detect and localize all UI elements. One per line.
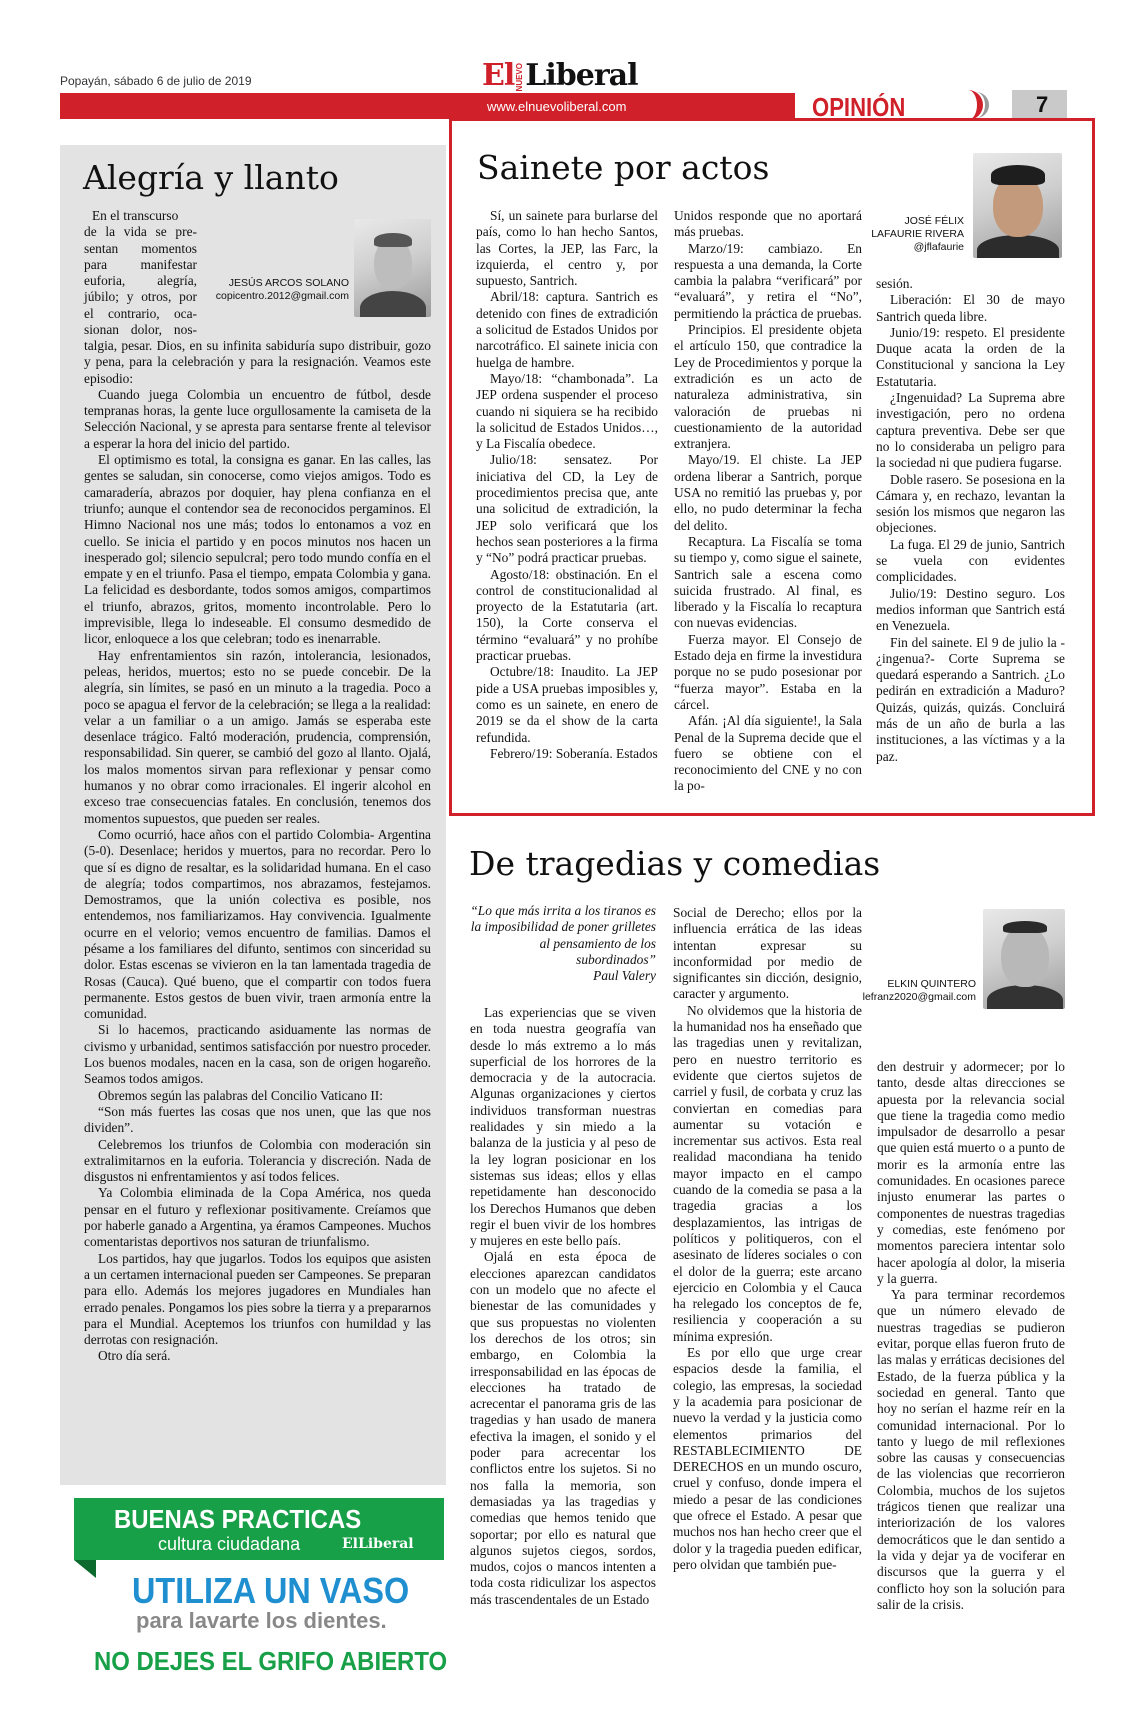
paragraph: Liberación: El 30 de mayo Santrich queda libre. xyxy=(876,292,1065,324)
ad-headline: BUENAS PRACTICAS xyxy=(114,1504,362,1534)
header-red-bar xyxy=(60,93,795,119)
article-column-3 xyxy=(877,1059,1065,1613)
paragraph: Principios. El presidente objeta el artículo 150, que contradice la Ley de Procedimientos y porque la extradición es un acto de naturaleza administrativa, sin valoración de pruebas ni cuestionamiento de la autoridad extranjera. xyxy=(674,322,862,452)
paragraph: Afán. ¡Al día siguiente!, la Sala Penal de la Suprema decide que el fuero se obtiene con el reconocimiento del CNE y no con la po- xyxy=(674,713,862,794)
logo-el: El xyxy=(482,58,515,93)
paragraph: Febrero/19: Soberanía. Estados xyxy=(490,745,658,761)
paragraph: Marzo/19: cambiazo. En respuesta a una demanda, la Corte cambia la palabra “verificará” por “evaluará”, y retira el “No”, permitiendo la práctica de pruebas. xyxy=(674,240,862,321)
page-number-box xyxy=(1012,90,1067,120)
article-column-2 xyxy=(674,208,862,795)
logo-liberal: Liberal xyxy=(525,58,638,93)
header-curve-gray xyxy=(967,92,989,118)
paragraph: Como ocurrió, hace años con el partido Colombia- Argentina (5-0). Desenlace; heridos y muertos, para no recordar. Pero lo que sí es digno de resaltar, es la solidaridad humana. En el caso de alegría; todos compartimos, nos abrazamos, festejamos. Demostramos, que la unión colectiva es posible, nos entendemos, nos familiarizamos. Hay convivencia. Igualmente ocurre en el velorio; vemos encuentro de familias. Damos el pésame a los familiares del difunto, sentimos con sinceridad su dolor. Estas escenas se vivieron en la tan lamentada tragedia de Rosas (Cauca). Qué bueno, que el compartir con todos fuera permanente. Estos gestos de buen vivir, traen armonía entre la comunidad. xyxy=(84,826,431,1022)
paragraph: talgia, pesar. Dios, en su infinita sabiduría supo distribuir, gozo y pena, para la celebración y para la resignación. Veamos este episodio: xyxy=(84,338,431,386)
paragraph: Recaptura. La Fiscalía se toma su tiempo y, como sigue el sainete, Santrich sale a escena como suicida frustrado. Al final, es liberado y la Fiscalía lo recaptura con nuevas evidencias. xyxy=(674,533,862,631)
author-email[interactable]: lefranz2020@gmail.com xyxy=(862,991,976,1003)
page-date: Popayán, sábado 6 de julio de 2019 xyxy=(60,74,252,88)
section-name: OPINIÓN xyxy=(812,92,906,122)
paragraph: Social de Derecho; ellos por la influencia errática de las ideas intentan expresar su inconformidad por medio de significantes sin dicción, designio, caracter y argumento. xyxy=(673,905,862,1002)
intro-line: el contrario, oca- xyxy=(84,305,197,321)
article-title: Alegría y llanto xyxy=(83,158,339,197)
paragraph: Cuando juega Colombia un encuentro de fútbol, desde tempranas horas, la gente luce orgullosamente la camiseta de la Selección Nacional, y se apresta para sentarse frente al televisor a esperar la hora del inicio del partido. xyxy=(84,386,431,451)
paragraph: Fuerza mayor. El Consejo de Estado deja en firme la investidura porque no se pudo posesionar por “fuerza mayor”. Estaba en la cárcel. xyxy=(674,631,862,712)
epigraph-author: Paul Valery xyxy=(593,968,656,984)
author-photo xyxy=(973,153,1062,258)
paragraph: ¿Ingenuidad? La Suprema abre investigación, pero no ordena captura preventiva. Debe ser que no lo consideraba un peligro para la sociedad ni que pudiera fugarse. xyxy=(876,390,1065,471)
article-title: Sainete por actos xyxy=(477,148,770,187)
intro-line: En el transcurso xyxy=(92,208,179,223)
author-handle[interactable]: @jflafaurie xyxy=(913,241,964,253)
article-epigraph xyxy=(470,903,656,984)
paragraph: Obremos según las palabras del Concilio Vaticano II: xyxy=(98,1087,383,1103)
paragraph: Ya Colombia eliminada de la Copa América, nos queda pensar en el futuro y reflexionar positivamente. Creíamos que por haberle ganado a Argentina, ya éramos Campeones. Muchos comentaristas deportivos nos saturan de triunfalismo. xyxy=(84,1185,431,1250)
section-label xyxy=(800,88,970,122)
article-column-2 xyxy=(673,905,862,1573)
newspaper-logo[interactable] xyxy=(482,58,637,93)
ad-message: UTILIZA UN VASO xyxy=(132,1570,410,1611)
ad-call-to-action: NO DEJES EL GRIFO ABIERTO xyxy=(94,1646,448,1676)
public-service-ad xyxy=(74,1498,448,1708)
epigraph-text: “Lo que más irrita a los tiranos es la imposibilidad de poner grilletes al pensamiento de los subordinados” xyxy=(470,903,656,967)
paragraph: Agosto/18: obstinación. En el control de constitucionalidad al proyecto de la Estatutaria (art. 150), la Corte conserva el término “evaluará” y no prohíbe practicar pruebas. xyxy=(476,566,658,664)
paragraph: sesión. xyxy=(876,276,913,291)
paragraph: Julio/18: sensatez. Por iniciativa del CD, la Ley de procedimientos precisa que, ante una solicitud de extradición, la JEP solo verificará que los hechos sean posteriores a la firma y “No” podrá practicar pruebas. xyxy=(476,452,658,566)
paragraph: den destruir y adormecer; por lo tanto, desde altas direcciones se apuesta por la relevancia social que tiene la tragedia como medio impulsador de desarrollo a pesar que quien está muerto o a punto de morir es la armonía entre las comunidades. En ocasiones parece injusto enumerar las partes o componentes de nuestras tragedias y comedias, este fenómeno por momentos pareciera intentar solo hacer apología al dolor, la miseria y la guerra. xyxy=(877,1059,1065,1286)
paragraph: Las experiencias que se viven en toda nuestra geografía van desde lo más extremo a lo más superficial de los horrores de la democracia y de la autocracia. Algunas organizaciones y ciertos individuos transforman nuestras realidades y sin miedo a la balanza de la justicia y al peso de la ley logran posicionar en los sistemas sus ideas; ellos y ellas repetidamente han desconocido los Derechos Humanos que deben regir el buen vivir de los hombres y mujeres en este bello país. xyxy=(470,1005,656,1249)
paragraph: Ya para terminar recordemos que un número elevado de nuestras tragedias se pudieron evitar, porque ellas fueron fruto de las malas y erráticas decisiones del Estado, de la fuerza pública y la sociedad en general. Tanto que hoy no serían el hazme reír en la comunidad internacional. Por lo tanto y luego de mil reflexiones sobre las causas y consecuencias de las violencias que recorrieron Colombia, muchos de los sujetos trágicos tienen que realizar una interiorización de los valores democráticos que le dan sentido a la vida y dejar ya de vociferar en discursos que la guerra y el conflicto hoy son la solución para salir de la crisis. xyxy=(877,1287,1065,1612)
ad-message-sub: para lavarte los dientes. xyxy=(136,1608,387,1633)
paragraph: Octubre/18: Inaudito. La JEP pide a USA pruebas imposibles y, como es un sainete, en enero de 2019 se da el show de la carta refundida. xyxy=(476,664,658,745)
intro-line: de la vida se pre- xyxy=(84,224,197,240)
ad-subheadline: cultura ciudadana xyxy=(158,1534,301,1554)
article-intro xyxy=(84,208,197,338)
page-number: 7 xyxy=(1036,92,1049,117)
paragraph: Si lo hacemos, practicando asiduamente las normas de civismo y urbanidad, sentimos satisfacción por nuestro proceder. Los buenos modales, nacen en la casa, son de origen hogareño. Seamos todos amigos. xyxy=(84,1022,431,1087)
paragraph: Fin del sainete. El 9 de julio la -¿ingenua?- Corte Suprema se quedará esperando a Santrich. ¿Lo pedirán en extradición a Maduro? Quizás, quizás, quizás. Concluirá más de un año de burla a las instituciones, a las víctimas y a la paz. xyxy=(876,634,1065,764)
paragraph: Abril/18: captura. Santrich es detenido con fines de extradición a solicitud de Estados Unidos por narcotráfico. El sainete inicia con huelga de hambre. xyxy=(476,289,658,370)
author-email[interactable]: copicentro.2012@gmail.com xyxy=(215,290,349,302)
intro-line: para manifestar xyxy=(84,256,197,272)
paragraph: “Son más fuertes las cosas que nos unen, que las que nos dividen”. xyxy=(84,1103,431,1136)
author-byline xyxy=(204,277,349,303)
paragraph: Julio/19: Destino seguro. Los medios informan que Santrich está en Venezuela. xyxy=(876,585,1065,634)
paragraph: Otro día será. xyxy=(98,1348,171,1364)
paragraph: No olvidemos que la historia de la humanidad nos ha enseñado que las tragedias unen y revitalizan, pero en nuestro territorio es evidente que ciertos sujetos de carriel y fusil, de corbata y cruz las conviertan en comedias para aumentar su votación e incrementar sus activos. Esta real realidad macondiana ha tenido mayor impacto en el campo cuando de la comedia se pasa a la tragedia gracias a los desplazamientos, las intrigas de políticos y politiqueros, con el asesinato de líderes sociales o con el dolor de la guerra; este arcano ejercicio en Colombia y el Cauca ha relegado los conceptos de fe, resiliencia y cooperación a su mínima expresión. xyxy=(673,1002,862,1344)
intro-line: euforia, alegría, xyxy=(84,273,197,289)
paragraph: Junio/19: respeto. El presidente Duque acata la orden de la Constitucional y sanciona la Ley Estatutaria. xyxy=(876,324,1065,389)
ad-fold xyxy=(74,1560,96,1578)
paragraph: Unidos responde que no aportará más pruebas. xyxy=(674,208,862,240)
site-url[interactable]: www.elnuevoliberal.com xyxy=(487,99,627,114)
paragraph: Es por ello que urge crear espacios desde la familia, el colegio, las empresas, la sociedad y la academia para posicionar de nuevo la verdad y la justicia como elementos primarios del RESTABLECIMIENTO DE DERECHOS en un mundo oscuro, cruel y confuso, donde impera el miedo a pesar de las condiciones que ofrece el Estado. A pesar que muchos nos han hecho creer que el dolor y la tragedia pueden edificar, pero olvidan que también pue- xyxy=(673,1345,862,1572)
logo-nuevo: NUEVO xyxy=(515,62,525,92)
intro-line: júbilo; y otros, por xyxy=(84,289,197,305)
author-photo xyxy=(354,219,431,317)
paragraph: Celebremos los triunfos de Colombia con moderación sin extralimitarnos en la euforia. Tolerancia y discreción. Nada de disgustos ni enfrentamientos y así todos felices. xyxy=(84,1136,431,1185)
intro-line: sionan dolor, nos- xyxy=(84,322,197,338)
paragraph: Ojalá en esta época de elecciones aparezcan candidatos con un modelo que no afecte el bienestar de las comunidades y que sus propuestas no violenten los derechos de los otros; sin embargo, en Colombia la irresponsabilidad en las épocas de elecciones ha tratado de acrecentar el panorama gris de las tragedias y han usado de manera efectiva la imagen, el sonido y el poder para acrecentar los conflictos entre los sujetos. Si no nos falla la memoria, son demasiadas ya las tragedias y comedias que hemos tenido que soportar; por ello es natural que algunos sujetos ciegos, sordos, mudos, cojos o mancos intenten a toda costa ridiculizar los aspectos más trascendentales de un Estado xyxy=(470,1249,656,1607)
paragraph: El optimismo es total, la consigna es ganar. En las calles, las gentes se saludan, sin conocerse, como viejos amigos. Todo es camaradería, abrazos por doquier, hay plena confianza en el triunfo; aunque el contendor sea de reconocidos pergaminos. El Himno Nacional nos une más; todos lo entonamos a voz en cuello. Se inicia el partido y en pocos minutos nos hacen un inesperado gol; silencio sepulcral; pero todo mundo confía en el empate y en el triunfo. Pasa el tiempo, empata Colombia y gana. La felicidad es desbordante, todos somos amigos, compartimos el triunfo, abrazos, gritos, momento incontrolable. Pero lo imprevisible, llega lo indeseable. El consumo desmedido de licor, enloquece a los que celebran; todo es inenarrable. xyxy=(84,452,431,647)
paragraph: Mayo/19. El chiste. La JEP ordena liberar a Santrich, porque USA no remitió las pruebas y, por ello, no pudo determinar la fecha del delito. xyxy=(674,452,862,533)
author-name-1: JOSÉ FÉLIX xyxy=(904,215,964,227)
author-name-2: LAFAURIE RIVERA xyxy=(871,228,964,240)
author-name: JESÚS ARCOS SOLANO xyxy=(228,277,349,289)
paragraph: Los partidos, hay que jugarlos. Todos los equipos que asisten a un certamen internacional pueden ser Campeones. Se preparan para ello. Además los mejores jugadores en Mundiales han errado penales. Pongamos los pies sobre la tierra y a prepararnos para el Mundial. Aceptemos los triunfos con humildad y las derrotas con resignación. xyxy=(84,1250,431,1348)
author-photo xyxy=(983,909,1065,1009)
paragraph: Hay enfrentamientos sin razón, intolerancia, lesionados, peleas, heridos, muertos; esto no se puede concebir. De la alegría, sin límites, se pasó en un minuto a la tragedia. Poco a poco se apagua el fervor de la celebración; se llega a la realidad: velar a un familiar o a un amigo. Jamás se esperaba este desenlace trágico. Faltó moderación, prudencia, comprensión, responsabilidad. Sin querer, se cambió del gozo al llanto. Ojalá, los malos momentos sirvan para reflexionar y pensar como humanos y no obrar como irracionales. El ingerir alcohol en exceso trae consecuencias fatales. En conclusión, tenemos dos momentos supuestos, que pueden ser reales. xyxy=(84,647,431,826)
paragraph: La fuga. El 29 de junio, Santrich se vuela con evidentes complicidades. xyxy=(876,536,1065,585)
paragraph: Doble rasero. Se posesiona en la Cámara y, en rechazo, levantan la sesión los mismos que negaron las objeciones. xyxy=(876,471,1065,536)
article-title: De tragedias y comedias xyxy=(469,844,881,883)
paragraph: Sí, un sainete para burlarse del país, como lo han hecho Santos, las Cortes, la JEP, las Farc, la izquierda, el centro y, por supuesto, Santrich. xyxy=(476,208,658,289)
article-column-1 xyxy=(470,1005,656,1608)
author-name: ELKIN QUINTERO xyxy=(887,978,976,990)
article-column-1 xyxy=(476,208,658,762)
paragraph: Mayo/18: “chambonada”. La JEP ordena suspender el proceso cuando ni siquiera se ha recibido la solicitud de Estados Unidos…, y La Fiscalía obedece. xyxy=(476,370,658,452)
article-body xyxy=(84,338,431,1365)
intro-line: sentan momentos xyxy=(84,240,197,256)
ad-brand: ElLiberal xyxy=(342,1536,414,1552)
article-column-3 xyxy=(876,276,1065,765)
